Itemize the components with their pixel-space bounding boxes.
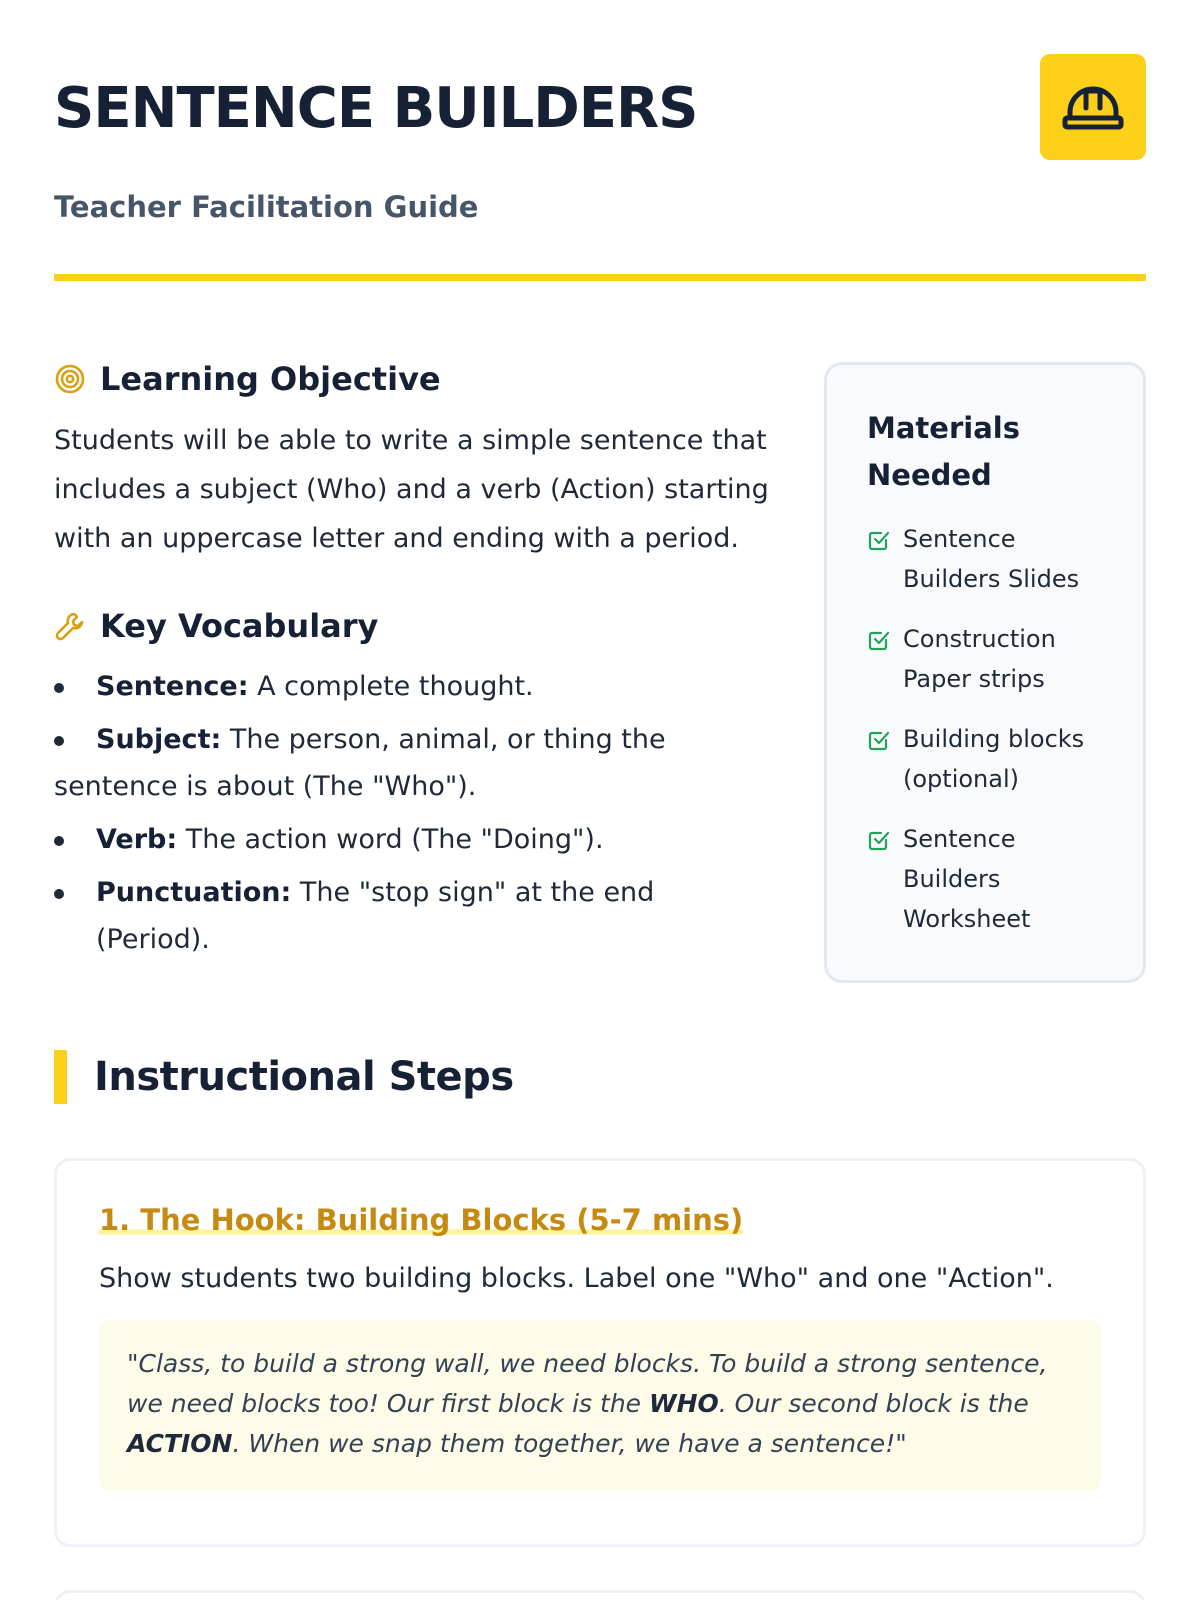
material-label: Construction Paper strips xyxy=(903,625,1056,693)
check-square-icon xyxy=(867,529,891,551)
vocabulary-heading-label: Key Vocabulary xyxy=(100,607,379,645)
vocabulary-list xyxy=(54,663,774,963)
next-step-card xyxy=(54,1590,1146,1600)
step-title: 1. The Hook: Building Blocks (5-7 mins) xyxy=(99,1203,744,1237)
page-title: SENTENCE BUILDERS xyxy=(54,76,698,141)
hard-hat-icon xyxy=(1062,82,1124,132)
step-description: Show students two building blocks. Label one "Who" and one "Action". xyxy=(99,1263,1054,1294)
objective-heading-label: Learning Objective xyxy=(100,360,441,398)
objective-heading xyxy=(54,360,774,398)
check-square-icon xyxy=(867,729,891,751)
material-item xyxy=(867,519,1103,599)
vocab-term: Subject: xyxy=(96,724,222,755)
wrench-icon xyxy=(54,610,86,642)
check-square-icon xyxy=(867,629,891,651)
main-content xyxy=(54,360,774,969)
vocab-term: Verb: xyxy=(96,824,178,855)
quote-text: . When we snap them together, we have a sentence!" xyxy=(232,1429,907,1458)
material-item xyxy=(867,819,1103,939)
vocab-term: Sentence: xyxy=(96,671,249,702)
vocab-term: Punctuation: xyxy=(96,877,292,908)
steps-heading xyxy=(54,1050,514,1104)
vocab-item xyxy=(54,663,774,710)
quote-emphasis: ACTION xyxy=(127,1429,233,1458)
vocab-definition: The action word (The "Doing"). xyxy=(177,824,604,855)
vocab-item xyxy=(54,869,774,963)
logo-badge xyxy=(1040,54,1146,160)
vocab-item xyxy=(54,716,774,810)
objective-text: Students will be able to write a simple sentence that includes a subject (Who) and a verb (Action) starting with an uppercase letter and ending with a period. xyxy=(54,425,769,554)
quote-text: . Our second block is the xyxy=(718,1389,1029,1418)
header-divider xyxy=(54,274,1146,281)
quote-text: "Class, to build a strong wall, we need blocks. To build a strong sentence, we need blocks too! Our first block is the xyxy=(127,1349,1048,1418)
materials-card xyxy=(824,362,1146,983)
step-card xyxy=(54,1158,1146,1547)
teacher-script-quote xyxy=(99,1320,1101,1490)
material-item xyxy=(867,619,1103,699)
check-square-icon xyxy=(867,829,891,851)
materials-list xyxy=(867,519,1103,939)
material-label: Sentence Builders Worksheet xyxy=(903,825,1031,933)
quote-emphasis: WHO xyxy=(649,1389,719,1418)
steps-heading-label: Instructional Steps xyxy=(94,1054,514,1100)
material-item xyxy=(867,719,1103,799)
material-label: Sentence Builders Slides xyxy=(903,525,1080,593)
materials-heading: Materials Needed xyxy=(867,411,1020,492)
vocab-definition: A complete thought. xyxy=(248,671,534,702)
header xyxy=(54,0,1146,282)
page-subtitle: Teacher Facilitation Guide xyxy=(54,190,479,224)
vocab-definition: The "stop sign" at the end (Period). xyxy=(96,877,655,955)
steps-heading-accent xyxy=(54,1050,67,1104)
vocabulary-heading xyxy=(54,607,774,645)
material-label: Building blocks (optional) xyxy=(903,725,1085,793)
target-icon xyxy=(54,363,86,395)
vocab-definition: The person, animal, or thing the sentence is about (The "Who"). xyxy=(54,724,666,802)
vocab-item xyxy=(54,816,774,863)
